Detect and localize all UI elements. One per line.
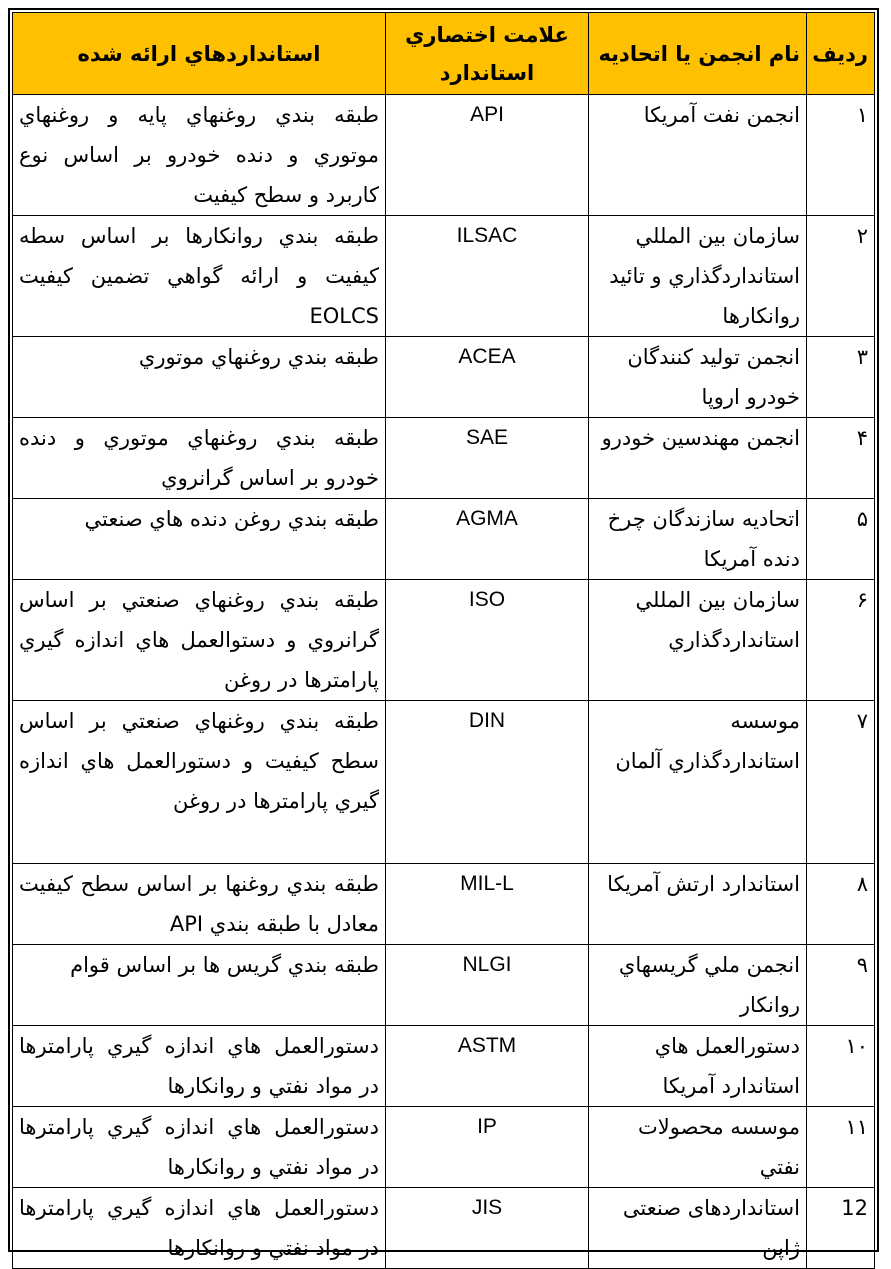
row-index: ۳ <box>807 337 875 418</box>
header-abbr: علامت اختصاري استاندارد <box>386 13 589 95</box>
row-index: ۲ <box>807 216 875 337</box>
row-abbr: DIN <box>386 701 589 864</box>
row-desc: طبقه بندي روغنهاي صنعتي بر اساس گرانروي و دستوالعمل هاي اندازه گيري پارامترها در روغن <box>13 580 386 701</box>
row-index: ۴ <box>807 418 875 499</box>
table-frame <box>8 8 879 1260</box>
table-row <box>13 1026 875 1107</box>
table-row <box>13 701 875 864</box>
table-row <box>13 95 875 216</box>
row-abbr: SAE <box>386 418 589 499</box>
row-name: استانداردهای صنعتی ژاپن <box>589 1188 807 1269</box>
table-row <box>13 499 875 580</box>
row-name: انجمن توليد كنندگان خودرو اروپا <box>589 337 807 418</box>
table-row <box>13 945 875 1026</box>
row-desc: طبقه بندي روغنهاي پايه و روغنهاي موتوري و دنده خودرو بر اساس نوع كاربرد و سطح كيفيت <box>13 95 386 216</box>
row-name: موسسه استانداردگذاري آلمان <box>589 701 807 864</box>
row-name: انجمن مهندسين خودرو <box>589 418 807 499</box>
table-row <box>13 864 875 945</box>
row-abbr: JIS <box>386 1188 589 1269</box>
table-row <box>13 216 875 337</box>
table-row <box>13 418 875 499</box>
row-index: ۱۱ <box>807 1107 875 1188</box>
header-index: رديف <box>807 13 875 95</box>
row-desc: دستورالعمل هاي اندازه گيري پارامترها در مواد نفتي و روانكارها <box>13 1188 386 1269</box>
standards-table <box>12 12 875 1269</box>
table-row <box>13 337 875 418</box>
row-desc: دستورالعمل هاي اندازه گيري پارامترها در مواد نفتي و روانكارها <box>13 1026 386 1107</box>
row-index: ۵ <box>807 499 875 580</box>
row-index: ۷ <box>807 701 875 864</box>
row-name: سازمان بين المللي استانداردگذاري و تائيد روانكارها <box>589 216 807 337</box>
row-index: ۹ <box>807 945 875 1026</box>
row-abbr: ASTM <box>386 1026 589 1107</box>
row-abbr: AGMA <box>386 499 589 580</box>
row-abbr: API <box>386 95 589 216</box>
table-row <box>13 1107 875 1188</box>
row-name: انجمن ملي گريسهاي روانكار <box>589 945 807 1026</box>
row-abbr: IP <box>386 1107 589 1188</box>
header-name: نام انجمن يا اتحاديه <box>589 13 807 95</box>
table-row <box>13 1188 875 1269</box>
row-desc: طبقه بندي روغنها بر اساس سطح كيفيت معادل با طبقه بندي API <box>13 864 386 945</box>
row-desc: طبقه بندي روغن دنده هاي صنعتي <box>13 499 386 580</box>
row-name: سازمان بين المللي استانداردگذاري <box>589 580 807 701</box>
row-abbr: MIL-L <box>386 864 589 945</box>
row-desc: طبقه بندي روانكارها بر اساس سطه كيفيت و ارائه گواهي تضمين كيفيت EOLCS <box>13 216 386 337</box>
row-abbr: ISO <box>386 580 589 701</box>
header-desc: استانداردهاي ارائه شده <box>13 13 386 95</box>
row-abbr: ILSAC <box>386 216 589 337</box>
row-abbr: NLGI <box>386 945 589 1026</box>
row-index: ۱ <box>807 95 875 216</box>
row-index: ۱۰ <box>807 1026 875 1107</box>
row-desc: طبقه بندي روغنهاي موتوري و دنده خودرو بر اساس گرانروي <box>13 418 386 499</box>
row-abbr: ACEA <box>386 337 589 418</box>
row-name: استاندارد ارتش آمريكا <box>589 864 807 945</box>
row-desc: دستورالعمل هاي اندازه گيري پارامترها در مواد نفتي و روانكارها <box>13 1107 386 1188</box>
row-name: اتحاديه سازندگان چرخ دنده آمريكا <box>589 499 807 580</box>
row-index: ۶ <box>807 580 875 701</box>
row-index: 12 <box>807 1188 875 1269</box>
row-desc: طبقه بندي روغنهاي صنعتي بر اساس سطح كيفيت و دستورالعمل هاي اندازه گيري پارامترها در روغن <box>13 701 386 864</box>
row-name: موسسه محصولات نفتي <box>589 1107 807 1188</box>
row-desc: طبقه بندي گريس ها بر اساس قوام <box>13 945 386 1026</box>
row-desc: طبقه بندي روغنهاي موتوري <box>13 337 386 418</box>
row-index: ۸ <box>807 864 875 945</box>
row-name: انجمن نفت آمريكا <box>589 95 807 216</box>
table-row <box>13 580 875 701</box>
row-name: دستورالعمل هاي استاندارد آمريكا <box>589 1026 807 1107</box>
header-row <box>13 13 875 95</box>
